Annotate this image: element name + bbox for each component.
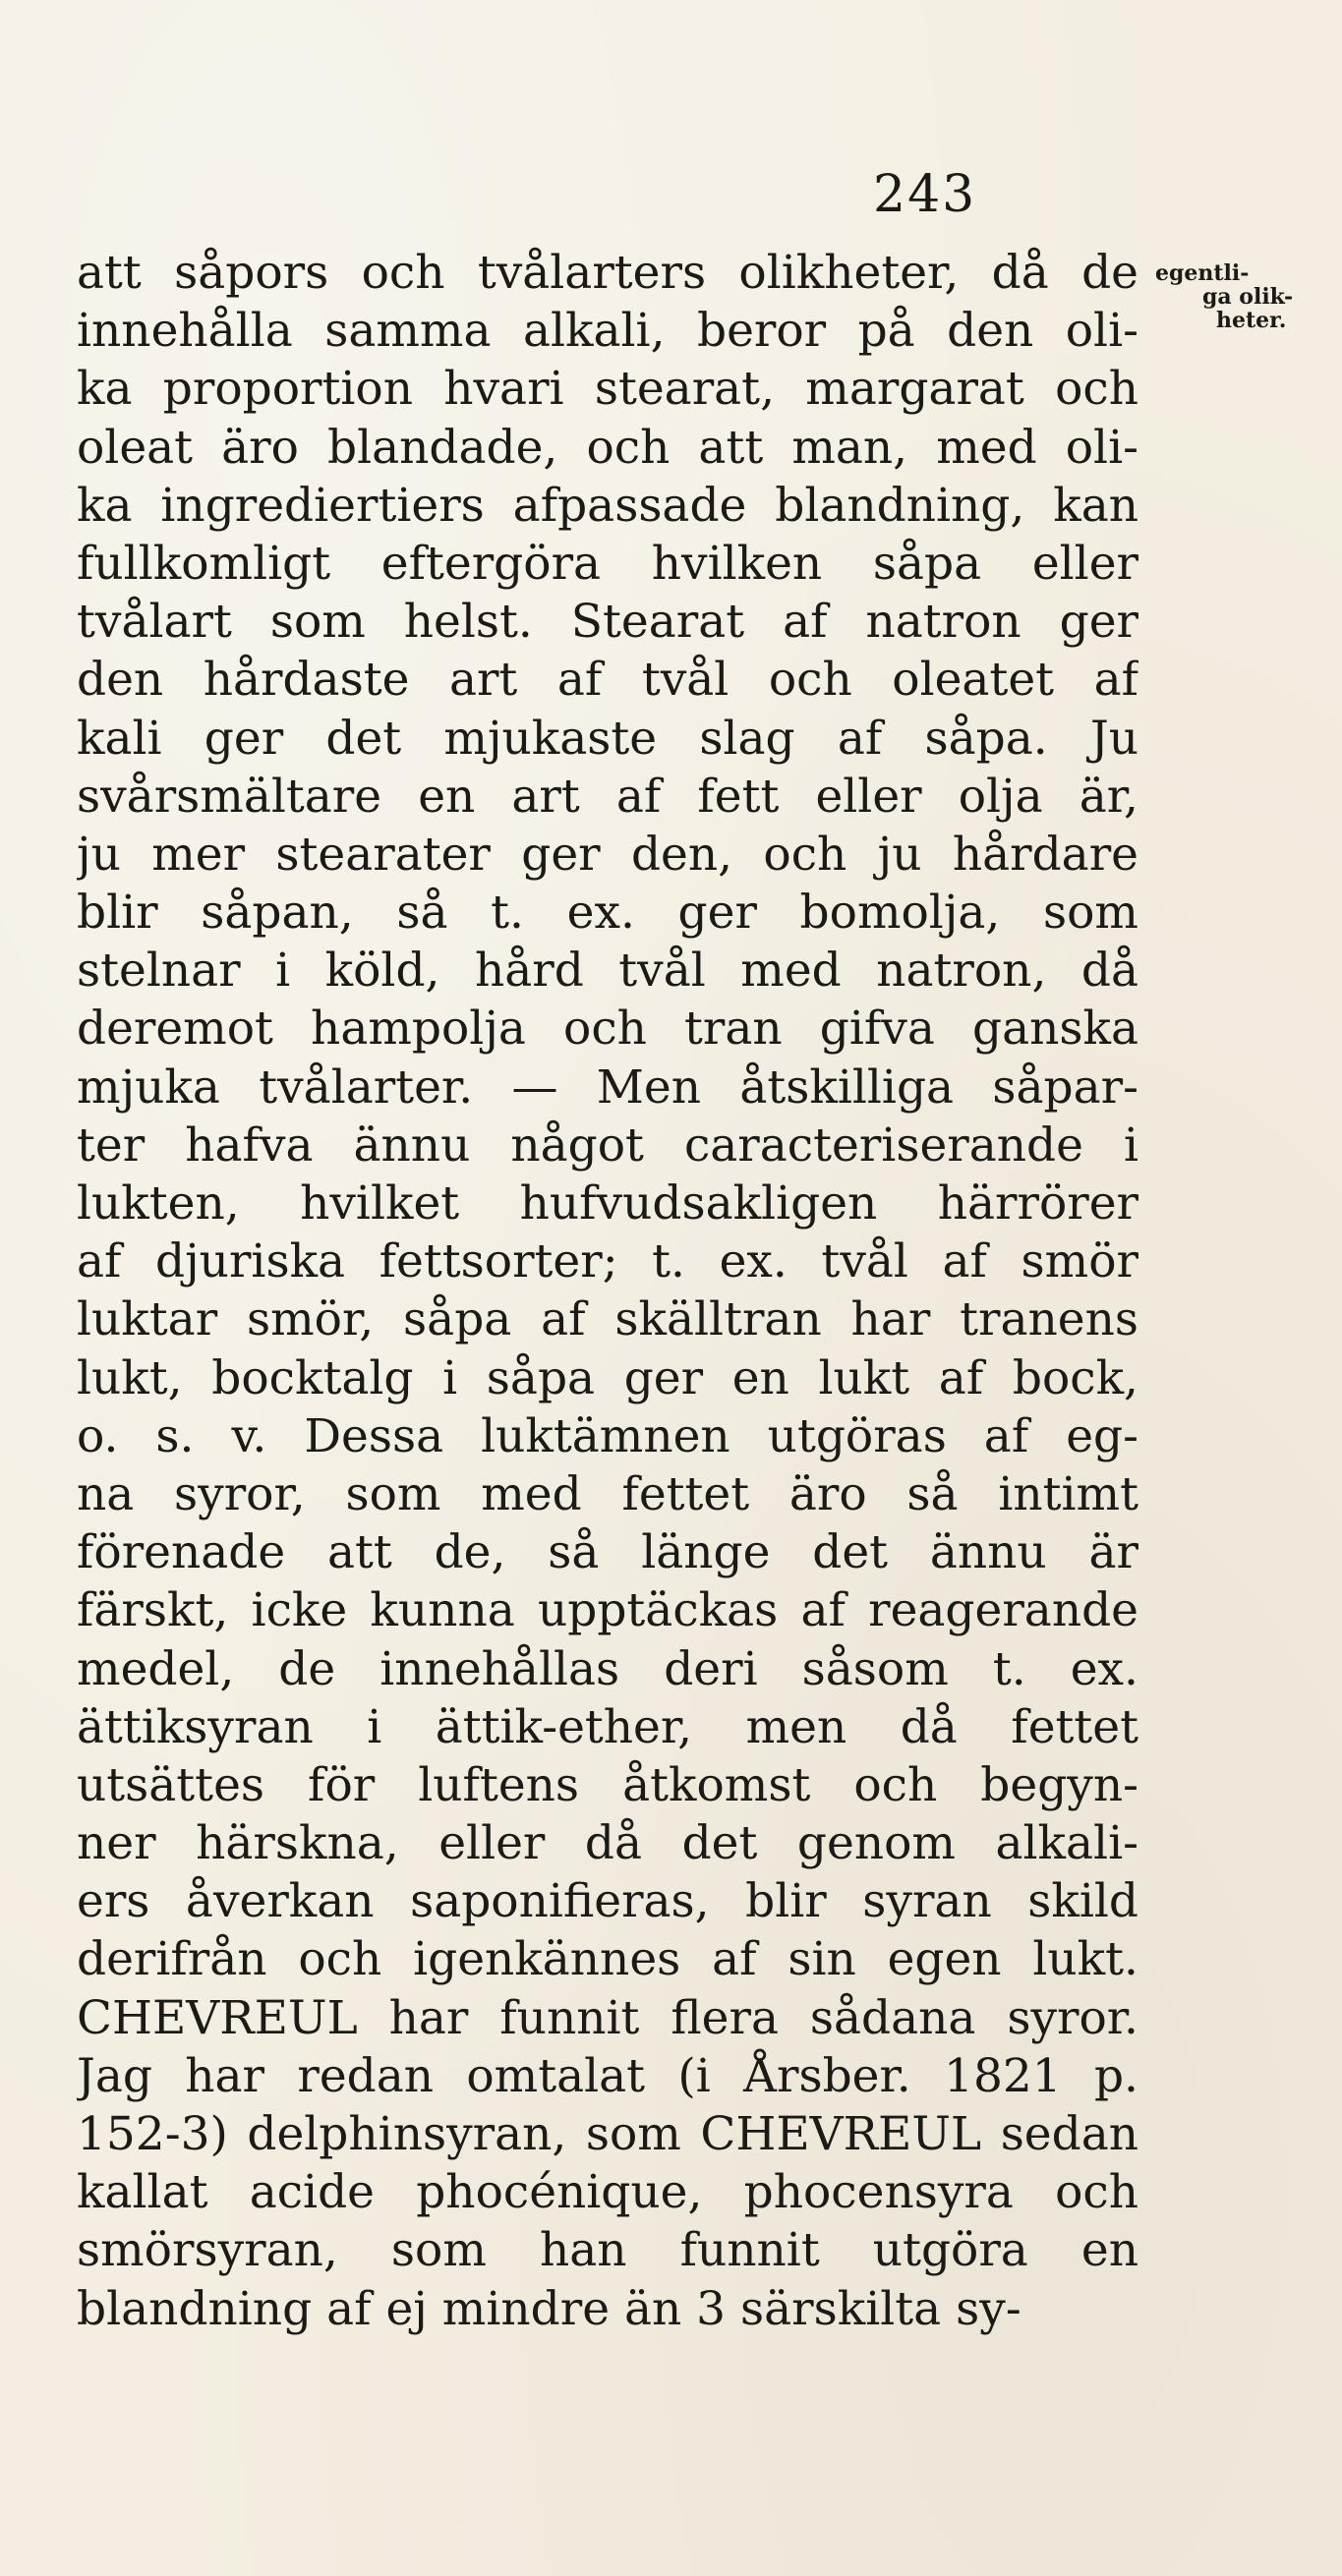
text-line: att såpors och tvålarters olikheter, då de xyxy=(77,246,1138,300)
text-line: blandning af ej mindre än 3 särskilta sy- xyxy=(77,2281,1021,2336)
margin-note-line: egentli- xyxy=(1155,260,1250,286)
margin-note xyxy=(1155,244,1332,332)
text-line: na syror, som med fettet äro så intimt xyxy=(77,1466,1138,1521)
text-line: medel, de innehållas deri såsom t. ex. xyxy=(77,1641,1138,1696)
text-line: CHEVREUL har funnit flera sådana syror. xyxy=(77,1990,1138,2045)
text-line: förenade att de, så länge det ännu är xyxy=(77,1525,1138,1580)
text-line: utsättes för luftens åtkomst och begyn- xyxy=(77,1757,1138,1812)
text-line: deremot hampolja och tran gifva ganska xyxy=(77,1002,1138,1057)
text-line: oleat äro blandade, och att man, med oli- xyxy=(77,420,1138,475)
text-line: ättiksyran i ättik-ether, men då fettet xyxy=(77,1699,1138,1754)
text-line: ka ingrediertiers afpassade blandning, kan xyxy=(77,478,1138,533)
text-line: kallat acide phocénique, phocensyra och xyxy=(77,2165,1138,2220)
text-line: 152-3) delphinsyran, som CHEVREUL sedan xyxy=(77,2107,1138,2161)
text-line: färskt, icke kunna upptäckas af reagerande xyxy=(77,1583,1138,1638)
text-line: lukt, bocktalg i såpa ger en lukt af bock, xyxy=(77,1350,1138,1405)
text-line: svårsmältare en art af fett eller olja är, xyxy=(77,769,1138,824)
page-number: 243 xyxy=(873,165,977,224)
text-line: innehålla samma alkali, beror på den oli- xyxy=(77,304,1138,359)
text-line: luktar smör, såpa af skälltran har tranens xyxy=(77,1292,1138,1347)
text-line: derifrån och igenkännes af sin egen lukt. xyxy=(77,1932,1138,1987)
text-line: ers åverkan saponifieras, blir syran skild xyxy=(77,1874,1138,1929)
text-line: fullkomligt eftergöra hvilken såpa eller xyxy=(77,536,1138,591)
text-line: o. s. v. Dessa luktämnen utgöras af eg- xyxy=(77,1408,1138,1463)
text-line: ner härskna, eller då det genom alkali- xyxy=(77,1816,1138,1871)
text-line: ju mer stearater ger den, och ju hårdare xyxy=(77,827,1138,882)
text-line: blir såpan, så t. ex. ger bomolja, som xyxy=(77,886,1138,941)
text-line: mjuka tvålarter. — Men åtskilliga såpar- xyxy=(77,1059,1138,1115)
text-line: stelnar i köld, hård tvål med natron, då xyxy=(77,944,1138,999)
text-line: af djuriska fettsorter; t. ex. tvål af smör xyxy=(77,1234,1138,1289)
text-line: ter hafva ännu något caracteriserande i xyxy=(77,1117,1138,1173)
body-text xyxy=(77,244,1138,2338)
text-line: den hårdaste art af tvål och oleatet af xyxy=(77,653,1138,708)
text-line: ka proportion hvari stearat, margarat och xyxy=(77,362,1138,417)
margin-note-line: ga olik- xyxy=(1202,284,1294,310)
margin-note-line: heter. xyxy=(1216,308,1287,333)
text-line: tvålart som helst. Stearat af natron ger xyxy=(77,595,1138,650)
text-line: kali ger det mjukaste slag af såpa. Ju xyxy=(77,711,1138,766)
text-line: Jag har redan omtalat (i Årsber. 1821 p. xyxy=(77,2048,1138,2103)
text-line: smörsyran, som han funnit utgöra en xyxy=(77,2223,1138,2278)
text-line: lukten, hvilket hufvudsakligen härrörer xyxy=(77,1176,1138,1231)
